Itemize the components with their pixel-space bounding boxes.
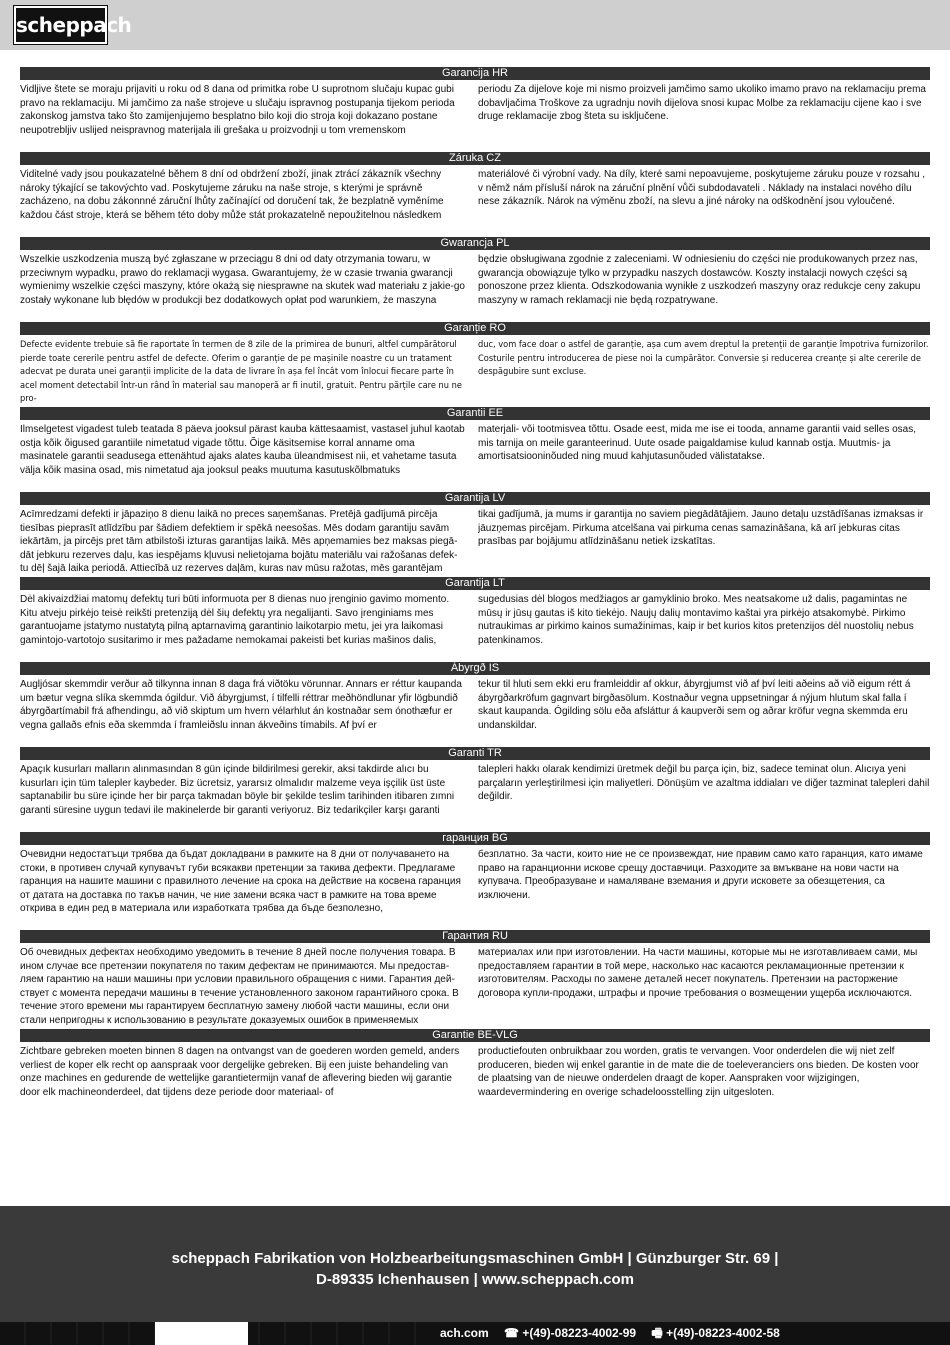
section-text-right: productiefouten onbruikbaar zou worden, gratis te vervangen. Voor onderdelen die wij niet zelf produceren, bieden wij enkel garantie in de mate die de toeleveranciers ons bieden. De kosten voor de plaatsing van de nieuwe onderdelen draagt de koper. Aanspraken voor wijzigingen, waardevermindering en overige schadeloosstelling zijn uitgesloten. — [478, 1046, 919, 1098]
section-tr — [20, 747, 930, 817]
section-title: Gwarancja PL — [20, 237, 930, 250]
section-text-left: Zichtbare gebreken moeten binnen 8 dagen na ontvangst van de goederen worden gemeld, anders verliest de koper elk recht op aanspraak voor dergelijke gebreken. Bij een juiste behandeling van onze machines en gedurende de wettelijke garantietermijn vanaf de aflevering bieden wij garantie door elk machineonderdeel, dat tijdens deze periode door materiaal- of — [20, 1046, 460, 1098]
phone-number: ☎ +(49)-08223-4002-99 — [504, 1326, 637, 1340]
section-title: Garantie BE-VLG — [20, 1029, 930, 1042]
section-title: Garantija LV — [20, 492, 930, 505]
section-text-left: Viditelné vady jsou poukazatelné během 8 dní od obdržení zboží, jinak ztrácí zákazník všechny nároky týkající se takovýchto vad. Poskytujeme záruku na naše stroje, s kterými je správně zacházeno, na dobu zákonnné záruční lhůty začínající od doručení tak, že bezplatně vyměníme každou část stroje, která se během této doby může stát prokazatelně nepoužitelnou následkem — [20, 169, 444, 221]
section-text-right: periodu Za dijelove koje mi nismo proizveli jamčimo samo ukoliko imamo pravo na reklamaciju prema dobavljačima Troškove za ugradnju novih dijelova snosi kupac Molbe za reklamaciju cijene kao i sve druge reklamacije zbog šteta su isključene. — [478, 84, 926, 123]
section-bg — [20, 832, 930, 916]
contact-bar — [0, 1322, 950, 1345]
section-text-right: duc, vom face doar o astfel de garanție, așa cum avem dreptul la pretenții de garanție împotriva furnizorilor. Costurile pentru introducerea de piese noi la cumpărător. Conversie și reducerea creanțe și alte cererile de despăgubire sunt excluse. — [478, 339, 929, 378]
section-text-left: Augljósar skemmdir verður að tilkynna innan 8 daga frá viðtöku vörunnar. Annars er réttur kaupanda um bætur vegna slíka skemmda ógildur. Við ábyrgjumst, í tilfelli réttrar meðhöndlunar yfir lögbundið ábyrgðartímabil frá afhendingu, að við skiptum um hvern vélarhlut án kostnaðar sem ónothæfur er vegna gallaðs efnis eða skemmda í framleiðslu innan ákveðins tímabils. Af því er — [20, 679, 462, 731]
section-text-left: Dėl akivaizdžiai matomų defektų turi būti informuota per 8 dienas nuo įrenginio gavimo momento. Kitu atveju pirkėjo teisė reikšti pretenziją dėl šių defektų yra negalijanti. Savo įrenginiams mes garantuojame įstatymo nustatytą pilną aptarnavimą garantinio laikotarpio metu, jei yra laikomasi gamintojo-vartotojo susitarimo ir mes pažadame nemokamai pakeisti bet kurias mašinos dalis, — [20, 594, 450, 646]
section-text-left: Ilmselgetest vigadest tuleb teatada 8 päeva jooksul pärast kauba kättesaamist, vastasel juhul kaotab ostja kõik õigused garantiile nimetatud vigade tõttu. Õige käsitsemise korral anname oma masinatele garantii seadusega ettenähtud ajaks alates kauba üleandmisest nii, et vahetame tasuta välja kõik masina osad, mis nimetatud aja jooksul peaks muutuma kasutuskõlbmatuks — [20, 424, 465, 476]
section-title: Záruka CZ — [20, 152, 930, 165]
section-title: Garancija HR — [20, 67, 930, 80]
section-text-right: materiálové či výrobní vady. Na díly, které sami nepoavujeme, poskytujeme záruku pouze v rozsahu , v němž nám přísluší nárok na záruční plnění vůči subdodavateli . Náklady na instalaci nového dílu nese zákazník. Nárok na výměnu zboží, na slevu a jiné nároky na odškodnění jsou vyloučené. — [478, 169, 926, 208]
company-address — [0, 1248, 950, 1290]
section-title: Garantii EE — [20, 407, 930, 420]
section-text-right: tekur til hluti sem ekki eru framleiddir af okkur, ábyrgjumst við af því leiti aðeins að við eigum rétt á ábyrgðarkröfum gagnvart birgðasölum. Kostnaður vegna uppsetningar á nýjum hlutum skal falla í skaut kaupanda. Ógilding sölu eða afsláttur á kaupverði sem og aðrar kröfur vegna skemmda eru undanskildar. — [478, 679, 911, 731]
section-ru — [20, 930, 930, 1028]
section-lv — [20, 492, 930, 576]
section-text-left: Об очевидных дефектах необходимо уведомить в течение 8 дней после получения товара. В ином случае все претензии покупателя по таким дефектам не принимаются. Мы предостав-ляем гарантию на наши машины при условии правильного обращения с ними. Гарантия дей-ствует с момента передачи машины в течение установленного законом гарантийного срока. В течение этого времени мы гарантируем бесплатную замену любой части машины, если они стали непригодны к использованию в результате доказуемых ошибок в применяемых — [20, 947, 459, 1026]
section-text-left: Acīmredzami defekti ir jāpaziņo 8 dienu laikā no preces saņemšanas. Pretējā gadījumā pircēja tiesības pieprasīt atlīdzību par šādiem defektiem ir spēkā neesošas. Mēs dodam garantiju savām iekārtām, ja pircējs pret tām atbilstoši izturas garantijas laikā. Mēs apņemamies bez maksas piegā-dāt jebkuru rezerves daļu, kas iespējams kļuvusi nelietojama bojātu materiālu vai ražošanas defek-tu dēļ šajā laika periodā. Attiecībā uz rezerves daļām, kuras nav mūsu ražotas, mēs garantējam — [20, 509, 458, 575]
scheppach-logo: scheppach — [14, 6, 107, 44]
section-title: Garanție RO — [20, 322, 930, 335]
contact-info — [440, 1322, 792, 1345]
section-title: Ábyrgð IS — [20, 662, 930, 675]
section-text-left: Wszelkie uszkodzenia muszą być zgłaszane w przeciągu 8 dni od daty otrzymania towaru, w przeciwnym wypadku, prawo do reklamacji wygasa. Gwarantujemy, że w czasie trwania gwarancji wymienimy wszelkie części maszyny, które okażą się niesprawne na skutek wad materiału z jakie-go zostały wykonane lub błędów w produkcji bez dodatkowych opłat pod warunkiem, że maszyna — [20, 254, 465, 306]
section-hr — [20, 67, 930, 137]
section-title: гаранция BG — [20, 832, 930, 845]
section-text-left: Vidljive štete se moraju prijaviti u roku od 8 dana od primitka robe U suprotnom slučaju kupac gubi pravo na reklamaciju. Mi jamčimo za naše strojeve u slučaju ispravnog postupanja tijekom perioda zakonskog jamstva tako što zamijenjujemo besplatno bilo koji dio stroja koji dokazano postane neupotrebljiv uslijed neispravnog materijala ili grešaka u proizvodnji u tom vremenskom — [20, 84, 455, 136]
section-be-vlg — [20, 1029, 930, 1099]
section-title: Гарантия RU — [20, 930, 930, 943]
section-text-right: материалах или при изготовлении. На части машины, которые мы не изготавливаем сами, мы предоставляем гарантии в той мере, насколько нас касаются рекламационные претензии к изготовителям. Расходы по замене деталей несет покупатель. Претензии на расторжение договора купли-продажи, штрафы и прочие требования о возмещении ущерба исключаются. — [478, 947, 918, 999]
decorative-box — [155, 1322, 248, 1345]
website-link[interactable]: ach.com — [440, 1326, 489, 1340]
address-line-2: D-89335 Ichenhausen | www.scheppach.com — [316, 1271, 634, 1288]
section-text-left: Defecte evidente trebuie să fie raportate în termen de 8 zile de la primirea de bunuri, altfel cumpărătorul pierde toate cererile pentru astfel de defecte. Oferim o garanție de pe mașinile noastre cu un tratament adecvat pe durata unei garanții implicite de la data de livrare în așa fel încât vom înlocui fiecare parte în acel moment detectabil într-un rând în material sau manoperă ar fi inutil, gratuit. Pentru părțile care nu ne pro- — [20, 339, 462, 405]
section-lt — [20, 577, 930, 647]
section-text-right: będzie obsługiwana zgodnie z zaleceniami. W odniesieniu do części nie produkowanych przez nas, gwarancja obowiązuje tylko w przypadku naszych dostawców. Koszty instalacji nowych części są ponoszone przez klienta. Odszkodowania wynikłe z uszkodzeń maszyny oraz redukcje ceny zakupu maszyny w ramach reklamacji nie będą rozpatrywane. — [478, 254, 921, 306]
section-text-right: безплатно. За части, които ние не се произвеждат, ние правим само като гаранция, като имаме право на гаранционни искове срещу доставчици. Разходите за вмъкване на нови части на купувача. Преобразуване и намаляване вземания и други исковете за обезщетения, са изключени. — [478, 849, 923, 901]
section-ro — [20, 322, 930, 406]
section-title: Garantija LT — [20, 577, 930, 590]
top-band — [0, 0, 950, 50]
section-is — [20, 662, 930, 732]
section-text-left: Очевидни недостатъци трябва да бъдат докладвани в рамките на 8 дни от получаването на стоки, в противен случай купувачът губи всякакви претенции за такива дефекти. Предлагаме гаранция на нашите машини с правилното лечение на срока на действие на косвена гаранция от датата на доставка по такъв начин, че ние замени всяка част в рамките на това време открива в един ред в материала или изработката трябва да бъде безполезно, — [20, 849, 461, 915]
section-ee — [20, 407, 930, 477]
section-text-right: sugedusias dėl blogos medžiagos ar gamyklinio broko. Mes neatsakome už dalis, pagamintas ne mūsų ir jūsų gautas iš kito tiekėjo. Naujų dalių montavimo kaštai yra pirkėjo atsakomybė. Pirkimo nutraukimas ar pirkimo kainos sumažinimas, kaip ir bet kurios kitos pretenzijos dėl nuostolių nebus patenkinamos. — [478, 594, 914, 646]
section-title: Garanti TR — [20, 747, 930, 760]
address-line-1: scheppach Fabrikation von Holzbearbeitungsmaschinen GmbH | Günzburger Str. 69 | — [171, 1250, 779, 1267]
section-text-right: talepleri hakkı olarak kendimizi üretmek değil bu parça için, biz, sadece teminat olun. Alıcıya yeni parçaların yerleştirilmesi için maliyetleri. Dönüşüm ve azaltma iddiaları ve diğer tazminat talepleri dahil değildir. — [478, 764, 930, 803]
section-text-right: materjali- või tootmisvea tõttu. Osade eest, mida me ise ei tooda, anname garantii vaid selles osas, mis tarnija on meile garanteerinud. Uute osade paigaldamise kulud kannab ostja. Muutmis- ja amortisatsiooninõuded ning muud kahjutasunõuded välistatakse. — [478, 424, 916, 463]
section-text-right: tikai gadījumā, ja mums ir garantija no saviem piegādātājiem. Jauno detaļu uzstādīšanas izmaksas ir jāuzņemas pircējam. Pirkuma atcelšana vai pirkuma cenas samazināšana, kā arī jebkuras citas prasības par bojājumu atlīdzināšanu netiek izskatītas. — [478, 509, 924, 548]
fax-number: 🖷 +(49)-08223-4002-58 — [651, 1326, 780, 1340]
section-pl — [20, 237, 930, 307]
section-cz — [20, 152, 930, 222]
section-text-left: Apaçık kusurları malların alınmasından 8 gün içinde bildirilmesi gerekir, aksi takdirde alıcı bu kusurları için tüm talepler kaybeder. Biz ücretsiz, yararsız olmalıdır malzeme veya işçilik üst üste saptanabilir bu süre içinde her bir parça takmadan böyle bir şekilde teslim tarihinden itibaren zımni garanti süresine uygun tedavi ile makinelerde bir garanti veriyoruz. Biz tedarikçiler karşı garanti — [20, 764, 455, 816]
